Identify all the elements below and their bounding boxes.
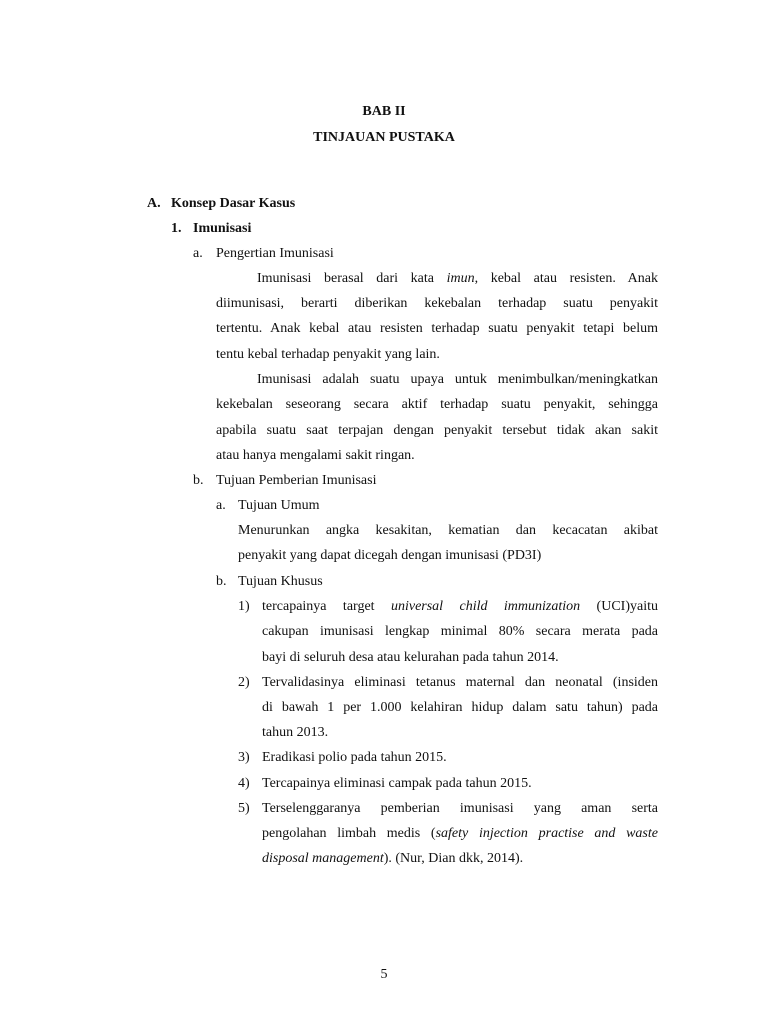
paragraph-line: Menurunkan angka kesakitan, kematian dan kecacatan akibat — [238, 523, 658, 538]
list-item-line: Tervalidasinya eliminasi tetanus maternal dan neonatal (insiden — [262, 675, 658, 690]
chapter-heading: BAB II — [362, 104, 406, 119]
list-item-line: pengolahan limbah medis (safety injection practise and waste — [262, 826, 658, 841]
list-item-line: tahun 2013. — [262, 725, 329, 740]
list-item-line: Tercapainya eliminasi campak pada tahun 2015. — [262, 776, 532, 791]
list-marker: 2) — [238, 675, 250, 690]
subitem-marker: a. — [216, 498, 226, 513]
section-heading: Konsep Dasar Kasus — [171, 196, 296, 211]
subsection-marker: 1. — [171, 221, 182, 236]
page-number: 5 — [380, 967, 388, 982]
paragraph-line: tertentu. Anak kebal atau resisten terhadap suatu penyakit tetapi belum — [216, 321, 658, 336]
list-item-line: Terselenggaranya pemberian imunisasi yang aman serta — [262, 801, 658, 816]
paragraph-line: apabila suatu saat terpajan dengan penyakit tersebut tidak akan sakit — [216, 423, 658, 438]
paragraph-line: kekebalan seseorang secara aktif terhadap suatu penyakit, sehingga — [216, 397, 658, 412]
list-item-line: Eradikasi polio pada tahun 2015. — [262, 750, 447, 765]
paragraph-line: tentu kebal terhadap penyakit yang lain. — [216, 347, 440, 362]
list-marker: 4) — [238, 776, 250, 791]
list-marker: 1) — [238, 599, 250, 614]
paragraph-line: Imunisasi berasal dari kata imun, kebal atau resisten. Anak — [257, 271, 658, 286]
item-marker: a. — [193, 246, 203, 261]
list-marker: 3) — [238, 750, 250, 765]
subitem-heading: Tujuan Khusus — [238, 574, 323, 589]
subitem-marker: b. — [216, 574, 227, 589]
list-item-line: tercapainya target universal child immunization (UCI)yaitu — [262, 599, 658, 614]
chapter-title: TINJAUAN PUSTAKA — [313, 130, 455, 145]
paragraph-line: diimunisasi, berarti diberikan kekebalan terhadap suatu penyakit — [216, 296, 658, 311]
list-marker: 5) — [238, 801, 250, 816]
section-marker: A. — [147, 196, 161, 211]
list-item-line: cakupan imunisasi lengkap minimal 80% secara merata pada — [262, 624, 658, 639]
paragraph-line: Imunisasi adalah suatu upaya untuk menimbulkan/meningkatkan — [257, 372, 658, 387]
list-item-line: di bawah 1 per 1.000 kelahiran hidup dalam satu tahun) pada — [262, 700, 658, 715]
list-item-line: bayi di seluruh desa atau kelurahan pada tahun 2014. — [262, 650, 559, 665]
item-heading: Tujuan Pemberian Imunisasi — [216, 473, 377, 488]
item-marker: b. — [193, 473, 204, 488]
paragraph-line: atau hanya mengalami sakit ringan. — [216, 448, 415, 463]
subsection-heading: Imunisasi — [193, 221, 252, 236]
subitem-heading: Tujuan Umum — [238, 498, 320, 513]
list-item-line: disposal management). (Nur, Dian dkk, 2014). — [262, 851, 524, 866]
paragraph-line: penyakit yang dapat dicegah dengan imunisasi (PD3I) — [238, 548, 542, 563]
item-heading: Pengertian Imunisasi — [216, 246, 334, 261]
